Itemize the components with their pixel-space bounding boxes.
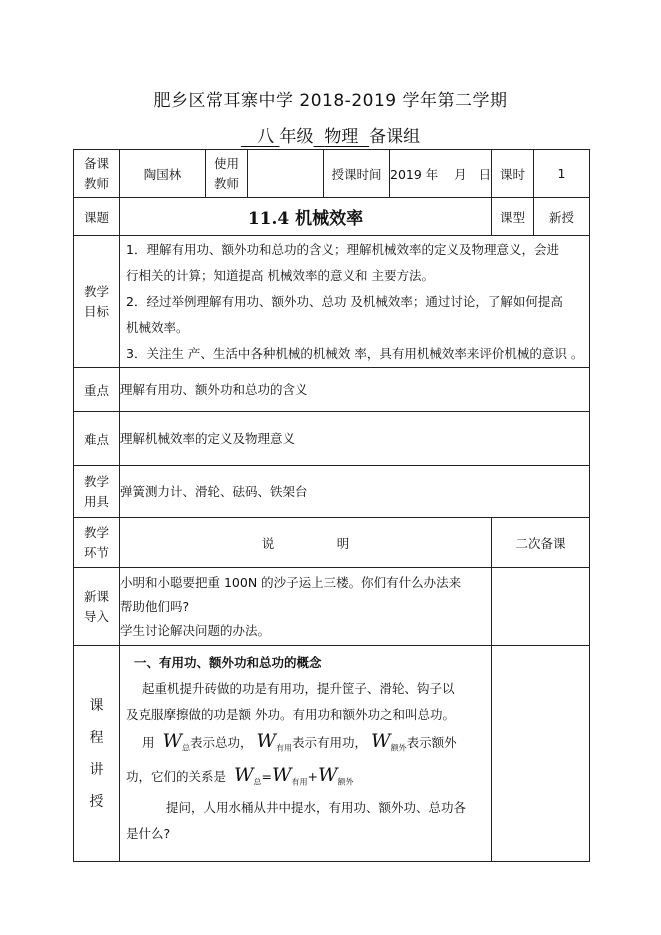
topic-value: 11.4 机械效率 bbox=[120, 198, 492, 236]
tools-value: 弹簧测力计、滑轮、砝码、铁架台 bbox=[120, 466, 590, 518]
page-title: 肥乡区常耳寨中学 2018-2019 学年第二学期 bbox=[153, 91, 508, 111]
page-subtitle bbox=[0, 122, 661, 147]
relation-line: 功，它们的关系是 $W_总=W_{有用}+W_{额外}$ bbox=[126, 763, 354, 786]
intro-second-prep bbox=[492, 568, 590, 646]
topic-row bbox=[74, 198, 590, 236]
second-prep-header: 二次备课 bbox=[492, 518, 590, 568]
goal-label: 教学 目标 bbox=[74, 236, 120, 368]
stage-header-row bbox=[74, 518, 590, 568]
lecture-line: 及克服摩擦做的功是额 外功。有用功和额外功之和叫总功。 bbox=[126, 707, 455, 722]
info-row bbox=[74, 150, 590, 198]
type-label: 课型 bbox=[492, 198, 534, 236]
lecture-label: 课 程 讲 授 bbox=[74, 646, 120, 862]
goal-line: 机械效率。 bbox=[126, 319, 189, 335]
difficulty-label: 难点 bbox=[74, 412, 120, 466]
lecture-second-prep bbox=[492, 646, 590, 862]
grade-suffix: 年级 bbox=[279, 127, 314, 147]
grade-value: 八 bbox=[257, 127, 275, 147]
time-value: 2019 年 月 日 bbox=[390, 150, 492, 198]
lecture-line: 起重机提升砖做的功是有用功，提升筐子、滑轮、钩子以 bbox=[142, 681, 455, 696]
lesson-plan-table bbox=[73, 149, 590, 862]
intro-label: 新课 导入 bbox=[74, 568, 120, 646]
stage-label: 教学 环节 bbox=[74, 518, 120, 568]
lecture-content bbox=[120, 646, 492, 862]
goal-line: 1．理解有用功、额外功和总功的含义；理解机械效率的定义及物理意义，会进 bbox=[126, 241, 559, 257]
tools-label: 教学 用具 bbox=[74, 466, 120, 518]
hours-label: 课时 bbox=[492, 150, 534, 198]
user-label: 使用 教师 bbox=[206, 150, 248, 198]
key-value: 理解有用功、额外功和总功的含义 bbox=[120, 368, 590, 412]
tools-row bbox=[74, 466, 590, 518]
goal-line: 3．关注生 产、生活中各种机械的机械效 率，具有用机械效率来评价机械的意识 。 bbox=[126, 345, 584, 361]
time-label: 授课时间 bbox=[324, 150, 390, 198]
formula-line: 用 $W_总$表示总功， $W_{有用}$表示有用功， $W_{额外}$表示额外 bbox=[142, 730, 457, 753]
difficulty-value: 理解机械效率的定义及物理意义 bbox=[120, 412, 590, 466]
type-value: 新授 bbox=[534, 198, 590, 236]
topic-label: 课题 bbox=[74, 198, 120, 236]
user-name bbox=[248, 150, 324, 198]
intro-line: 学生讨论解决问题的办法。 bbox=[120, 622, 271, 638]
difficulty-row bbox=[74, 412, 590, 466]
hours-value: 1 bbox=[534, 150, 590, 198]
key-row bbox=[74, 368, 590, 412]
lecture-question: 提问，人用水桶从井中提水，有用功、额外功、总功各 bbox=[166, 800, 467, 815]
subject-value: 物理 bbox=[324, 127, 359, 147]
goals-row bbox=[74, 236, 590, 368]
description-header: 说 明 bbox=[120, 518, 492, 568]
goal-line: 行相关的计算；知道提高 机械效率的意义和 主要方法。 bbox=[126, 267, 434, 283]
lecture-row bbox=[74, 646, 590, 862]
intro-line: 小明和小聪要把重 100N 的沙子运上三楼。你们有什么办法来 bbox=[120, 574, 462, 590]
goals-cell bbox=[120, 236, 590, 368]
lecture-question: 是什么? bbox=[126, 826, 171, 841]
goal-line: 2．经过举例理解有用功、额外功、总功 及机械效率；通过讨论，了解如何提高 bbox=[126, 293, 563, 309]
intro-line: 帮助他们吗? bbox=[120, 598, 190, 614]
teacher-label: 备课 教师 bbox=[74, 150, 120, 198]
intro-row bbox=[74, 568, 590, 646]
key-label: 重点 bbox=[74, 368, 120, 412]
lecture-heading: 一、有用功、额外功和总功的概念 bbox=[134, 655, 322, 670]
group-suffix: 备课组 bbox=[369, 127, 421, 147]
intro-content bbox=[120, 568, 492, 646]
teacher-name: 陶国林 bbox=[120, 150, 206, 198]
